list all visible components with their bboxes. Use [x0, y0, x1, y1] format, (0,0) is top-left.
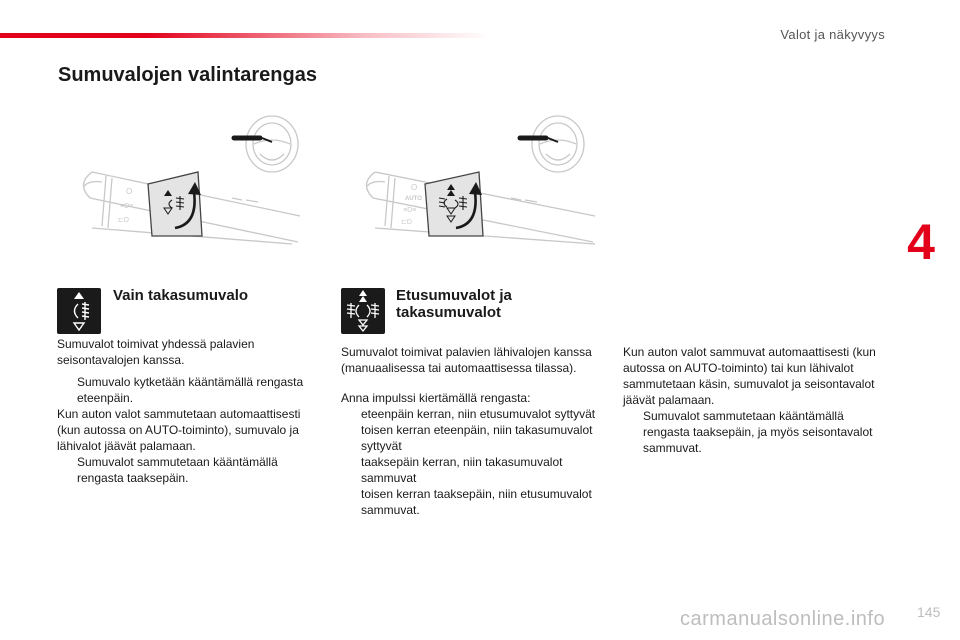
middle-bullet-2: toisen kerran eteenpäin, niin takasumuvalot syttyvät	[361, 423, 593, 453]
svg-text:⊏D: ⊏D	[401, 219, 412, 226]
list-item	[341, 486, 603, 518]
list-item	[341, 406, 603, 422]
header-accent-bar	[0, 33, 490, 38]
svg-text:⊏D: ⊏D	[118, 217, 129, 224]
list-item	[623, 408, 888, 456]
left-column-text	[57, 336, 319, 486]
right-bullet: Sumuvalot sammutetaan kääntämällä rengasta taaksepäin, ja myös seisontavalot sammuvat.	[643, 409, 873, 455]
auto-label: AUTO	[405, 196, 422, 202]
left-bullet-2: Sumuvalot sammutetaan kääntämällä rengasta taaksepäin.	[77, 455, 278, 485]
heading-rear-fog: Vain takasumuvalo	[113, 287, 249, 304]
stalk-illustration-rear-fog	[72, 108, 322, 248]
middle-column-text	[341, 344, 603, 518]
heading-front-rear-fog: Etusumuvalot ja takasumuvalot	[396, 287, 512, 321]
watermark: carmanualsonline.info	[680, 608, 886, 630]
svg-text:O: O	[411, 183, 418, 192]
page-number: 145	[917, 604, 941, 620]
right-text: Kun auton valot sammuvat automaattisesti (kun autossa on AUTO-toiminto) tai kun lähivalot sammutetaan käsin, sumuvalot ja seisontavalot jäävät palamaan.	[623, 345, 876, 407]
left-note: Kun auton valot sammutetaan automaattisesti (kun autossa on AUTO-toiminto), sumuvalo ja lähivalot jäävät palamaan.	[57, 407, 301, 453]
list-item	[57, 374, 319, 406]
list-item	[341, 422, 603, 454]
middle-bullet-1: eteenpäin kerran, niin etusumuvalot syttyvät	[361, 407, 596, 421]
right-column-text	[623, 344, 888, 456]
left-bullet-1: Sumuvalo kytketään kääntämällä rengasta eteenpäin.	[77, 375, 304, 405]
front-rear-fog-symbol-icon	[341, 288, 385, 334]
list-item	[57, 454, 319, 486]
section-title: Valot ja näkyvyys	[780, 27, 885, 42]
stalk-illustration-front-rear-fog	[355, 108, 605, 248]
svg-text:O: O	[126, 187, 133, 196]
left-intro: Sumuvalot toimivat yhdessä palavien seisontavalojen kanssa.	[57, 337, 255, 367]
middle-bullet-4: toisen kerran taaksepäin, niin etusumuvalot sammuvat.	[361, 487, 592, 517]
page-title: Sumuvalojen valintarengas	[58, 64, 317, 86]
middle-bullet-3: taaksepäin kerran, niin takasumuvalot sammuvat	[361, 455, 563, 485]
middle-lead: Anna impulssi kiertämällä rengasta:	[341, 391, 531, 405]
svg-text:≡D≡: ≡D≡	[403, 207, 417, 214]
list-item	[341, 454, 603, 486]
middle-intro: Sumuvalot toimivat palavien lähivalojen kanssa (manuaalisessa tai automaattisessa tilassa).	[341, 345, 592, 375]
chapter-number: 4	[907, 214, 935, 270]
svg-text:≡D≡: ≡D≡	[120, 203, 134, 210]
rear-fog-symbol-icon	[57, 288, 101, 334]
